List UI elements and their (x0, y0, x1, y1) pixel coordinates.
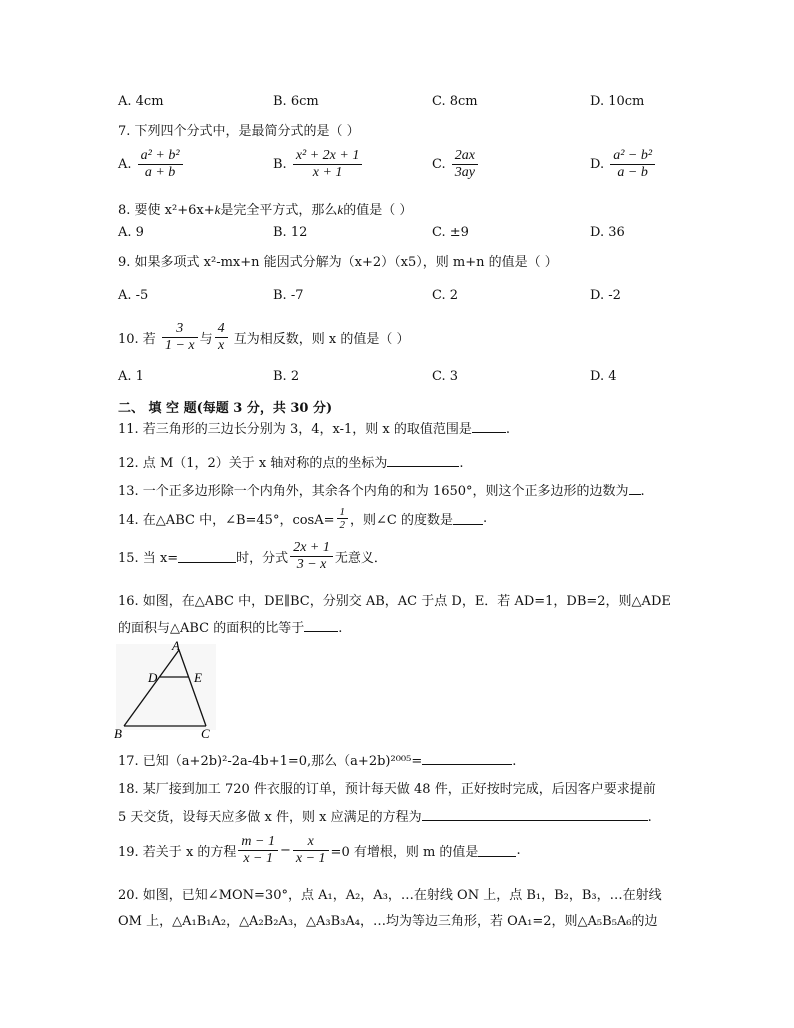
numerator: 4 (215, 321, 228, 338)
q15-pre: 15. 当 x= (118, 551, 179, 566)
q16-line-2-text: 的面积与△ABC 的面积的比等于 (118, 621, 305, 636)
q8-option-d: D. 36 (590, 225, 625, 240)
q19-fraction-2 (293, 834, 329, 867)
denominator: x (218, 338, 225, 353)
q19-fraction-1 (238, 834, 278, 867)
q16-line-1: 16. 如图，在△ABC 中，DE∥BC，分别交 AB，AC 于点 D，E．若 AD=1，DB=2，则△ADE (118, 594, 671, 609)
q17 (118, 750, 516, 769)
q8-var-k2: k (337, 202, 344, 217)
option-label: C. (432, 157, 446, 172)
q20-line-1: 20. 如图，已知∠MON=30°，点 A₁，A₂，A₃，…在射线 ON 上，点 B₁，B₂，B₃，…在射线 (118, 888, 662, 903)
triangle-figure (110, 638, 220, 740)
denominator: 2 (339, 519, 346, 531)
answer-blank (422, 808, 648, 821)
q7-option-d (590, 148, 657, 181)
q7-option-b (273, 148, 364, 181)
period: . (512, 754, 517, 769)
q20-line-2: OM 上，△A₁B₁A₂，△A₂B₂A₃，△A₃B₃A₄，…均为等边三角形，若 OA₁=2，则△A₅B₅A₆的边 (118, 914, 658, 929)
numerator: a² − b² (610, 148, 655, 165)
q18-line-2-text: 5 天交货，设每天应多做 x 件，则 x 应满足的方程为 (118, 810, 422, 825)
q10-option-c: C. 3 (432, 369, 459, 384)
q7-d-fraction (610, 148, 655, 181)
numerator: 3 (162, 321, 198, 338)
numerator: 2x + 1 (290, 540, 333, 557)
q7-option-c (432, 148, 480, 181)
q11-text: 11. 若三角形的三边长分别为 3，4，x-1，则 x 的取值范围是 (118, 422, 472, 437)
q8-option-b: B. 12 (273, 225, 308, 240)
denominator: 3 − x (296, 557, 327, 572)
q10-option-a: A. 1 (118, 369, 144, 384)
q17-text: 17. 已知（a+2b)²-2a-4b+1=0,那么（a+2b)²⁰⁰⁵= (118, 754, 423, 769)
q7-stem: 7. 下列四个分式中，是最简分式的是（ ） (118, 124, 360, 139)
numerator: 1 (337, 506, 349, 519)
denominator: x + 1 (312, 165, 343, 180)
option-label: A. (118, 157, 132, 172)
q18-line-2 (118, 806, 652, 825)
q10-stem (118, 321, 410, 354)
label-e: E (194, 670, 202, 685)
label-c: C (201, 726, 210, 740)
answer-blank (304, 619, 338, 632)
q9-option-d: D. -2 (590, 288, 621, 303)
q7-option-a (118, 148, 185, 181)
q14-fraction (337, 506, 349, 531)
q14 (118, 506, 487, 531)
q19-minus: − (279, 843, 291, 858)
q13-text: 13. 一个正多边形除一个内角外，其余各个内角的和为 1650°，则这个正多边形的边数为 (118, 484, 629, 499)
q18-line-1: 18. 某厂接到加工 720 件衣服的订单，预计每天做 48 件，正好按时完成，后因客户要求提前 (118, 782, 656, 797)
option-label: B. (273, 157, 287, 172)
numerator: a² + b² (138, 148, 183, 165)
q10-post: 互为相反数，则 x 的值是（ ） (233, 332, 410, 347)
q9-stem: 9. 如果多项式 x²-mx+n 能因式分解为（x+2）（x5），则 m+n 的值是（ ） (118, 255, 558, 270)
q9-option-c: C. 2 (432, 288, 459, 303)
q10-mid: 与 (199, 332, 213, 347)
period: . (516, 843, 521, 858)
q13 (118, 480, 645, 499)
q15 (118, 540, 387, 573)
q8-stem (118, 199, 412, 218)
q14-pre: 14. 在△ABC 中，∠B=45°，cosA= (118, 513, 335, 528)
q10-fraction-1 (162, 321, 198, 354)
answer-blank (453, 512, 483, 525)
numerator: m − 1 (238, 834, 278, 851)
q19-post: =0 有增根，则 m 的值是 (330, 845, 479, 860)
period: . (338, 621, 343, 636)
q8-stem-b: 是完全平方式，那么 (220, 203, 338, 218)
q15-fraction (290, 540, 333, 573)
answer-blank (629, 482, 641, 495)
q9-option-a: A. -5 (118, 288, 149, 303)
q12-text: 12. 点 M（1，2）关于 x 轴对称的点的坐标为 (118, 456, 388, 471)
q8-option-a: A. 9 (118, 225, 144, 240)
answer-blank (478, 844, 516, 857)
q6-option-d: D. 10cm (590, 94, 645, 109)
q7-a-fraction (138, 148, 183, 181)
q8-stem-a: 8. 要使 x²+6x+ (118, 203, 215, 218)
q8-option-c: C. ±9 (432, 225, 469, 240)
numerator: 2ax (452, 148, 478, 165)
period: . (647, 810, 652, 825)
denominator: x − 1 (295, 851, 326, 866)
answer-blank (178, 550, 236, 563)
q14-post: ，则∠C 的度数是 (350, 513, 453, 528)
q6-option-b: B. 6cm (273, 94, 319, 109)
denominator: a − b (617, 165, 648, 180)
label-a: A (172, 638, 180, 653)
label-b: B (114, 726, 122, 740)
period: . (483, 511, 488, 526)
q7-b-fraction (293, 148, 363, 181)
q8-var-k: k (214, 202, 221, 217)
q15-mid: 时，分式 (236, 551, 289, 566)
q7-c-fraction (452, 148, 478, 181)
q10-option-d: D. 4 (590, 369, 617, 384)
answer-blank (387, 454, 459, 467)
q16-line-2 (118, 617, 342, 636)
period: . (459, 456, 464, 471)
q15-post: 无意义． (334, 551, 387, 566)
label-d: D (148, 670, 158, 685)
period: . (505, 422, 510, 437)
denominator: x − 1 (243, 851, 274, 866)
q10-option-b: B. 2 (273, 369, 300, 384)
period: . (640, 484, 645, 499)
q6-option-c: C. 8cm (432, 94, 478, 109)
section-2-heading: 二、 填 空 题(每题 3 分，共 30 分) (118, 401, 333, 416)
numerator: x² + 2x + 1 (293, 148, 363, 165)
denominator: a + b (144, 165, 176, 180)
denominator: 3ay (454, 165, 475, 180)
q12 (118, 452, 464, 471)
q6-option-a: A. 4cm (118, 94, 164, 109)
numerator: x (293, 834, 329, 851)
q19 (118, 834, 521, 867)
q10-fraction-2 (215, 321, 228, 354)
option-label: D. (590, 157, 605, 172)
answer-blank (422, 752, 512, 765)
q9-option-b: B. -7 (273, 288, 304, 303)
q10-pre: 10. 若 (118, 332, 156, 347)
q11 (118, 418, 510, 437)
answer-blank (472, 420, 506, 433)
denominator: 1 − x (164, 338, 195, 353)
q8-stem-c: 的值是（ ） (343, 203, 413, 218)
q19-pre: 19. 若关于 x 的方程 (118, 845, 237, 860)
